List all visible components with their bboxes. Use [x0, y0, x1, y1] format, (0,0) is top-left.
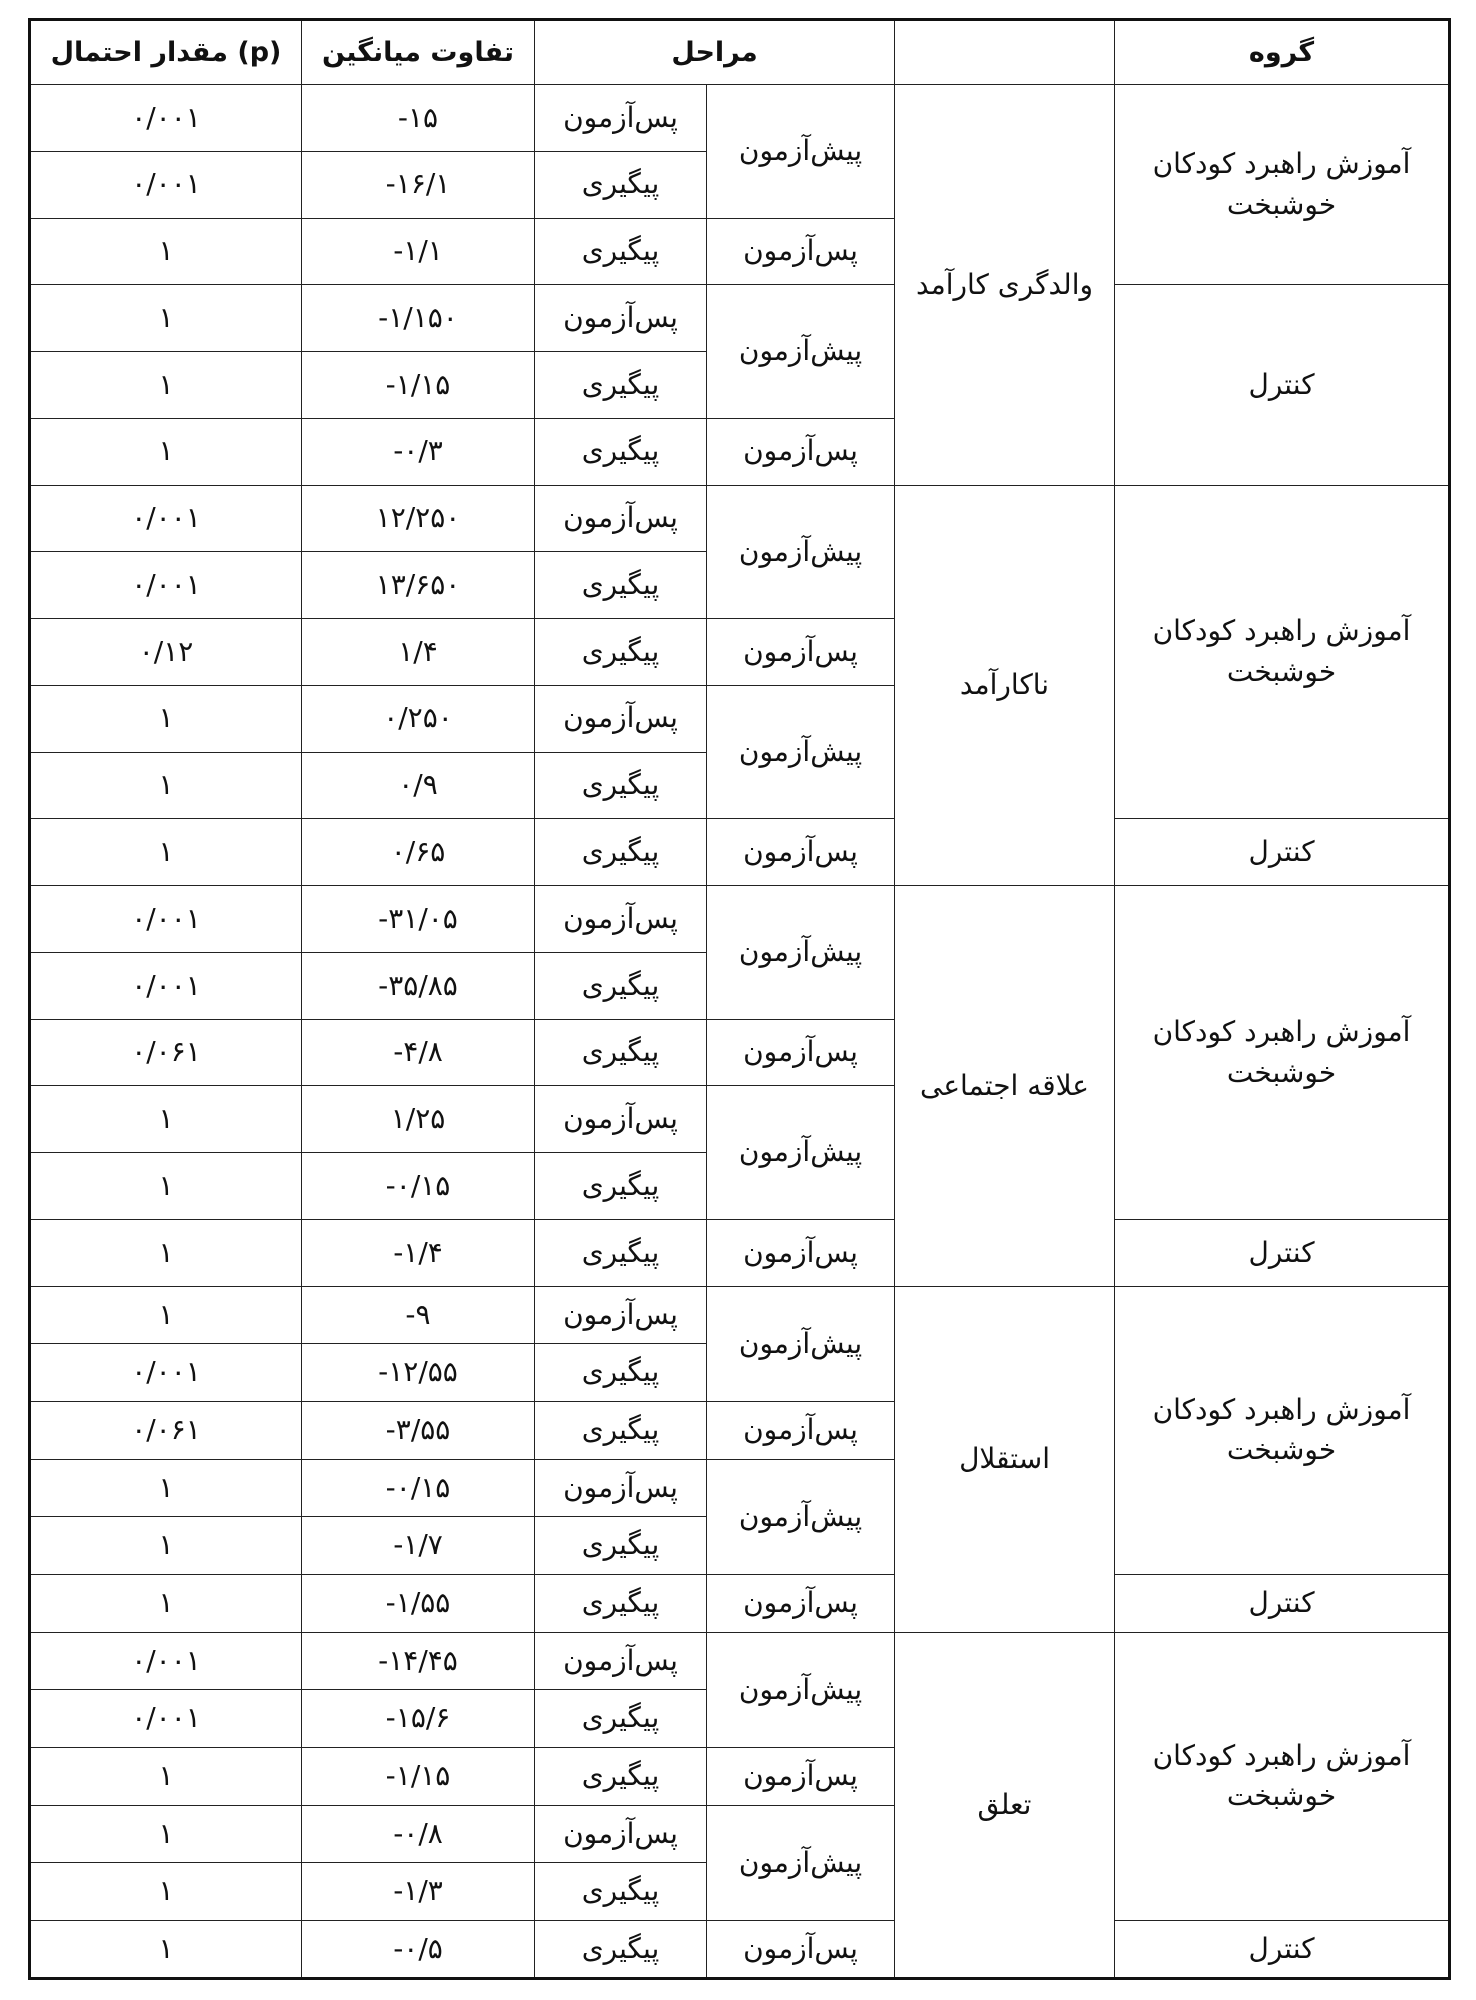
p-value-cell: ۱	[30, 1286, 302, 1344]
compared-stage-cell: پیگیری	[535, 418, 707, 485]
reference-stage-cell: پیش‌آزمون	[707, 1459, 895, 1574]
variable-cell: تعلق	[895, 1632, 1115, 1978]
reference-stage-cell: پس‌آزمون	[707, 218, 895, 285]
results-table-container	[28, 18, 1448, 1980]
compared-stage-cell: پیگیری	[535, 1575, 707, 1633]
header-mean-difference: تفاوت میانگین	[302, 20, 535, 85]
compared-stage-cell: پیگیری	[535, 1748, 707, 1806]
reference-stage-cell: پس‌آزمون	[707, 1575, 895, 1633]
mean-difference-cell: -۱۶/۱	[302, 151, 535, 218]
p-value-cell: ۱	[30, 752, 302, 819]
variable-cell: ناکارآمد	[895, 485, 1115, 886]
compared-stage-cell: پیگیری	[535, 1019, 707, 1086]
table-row	[30, 819, 1450, 886]
compared-stage-cell: پیگیری	[535, 352, 707, 419]
compared-stage-cell: پس‌آزمون	[535, 1632, 707, 1690]
p-value-cell: ۰/۰۰۱	[30, 151, 302, 218]
header-p-value: مقدار احتمال (p)	[30, 20, 302, 85]
p-value-cell: ۱	[30, 218, 302, 285]
reference-stage-cell: پیش‌آزمون	[707, 485, 895, 619]
p-value-cell: ۰/۱۲	[30, 619, 302, 686]
table-row	[30, 1220, 1450, 1287]
compared-stage-cell: پس‌آزمون	[535, 1086, 707, 1153]
mean-difference-cell: -۱۴/۴۵	[302, 1632, 535, 1690]
pairwise-comparison-table	[28, 18, 1451, 1980]
p-value-cell: ۱	[30, 1517, 302, 1575]
mean-difference-cell: -۱۵	[302, 85, 535, 152]
group-cell: آموزش راهبرد کودکان خوشبخت	[1115, 1632, 1450, 1920]
compared-stage-cell: پیگیری	[535, 1921, 707, 1979]
mean-difference-cell: ۱/۴	[302, 619, 535, 686]
compared-stage-cell: پیگیری	[535, 1690, 707, 1748]
reference-stage-cell: پس‌آزمون	[707, 1402, 895, 1460]
header-group: گروه	[1115, 20, 1450, 85]
table-row	[30, 1632, 1450, 1690]
table-row	[30, 886, 1450, 953]
group-cell: کنترل	[1115, 285, 1450, 485]
p-value-cell: ۱	[30, 1086, 302, 1153]
mean-difference-cell: -۱/۱۵	[302, 1748, 535, 1806]
mean-difference-cell: -۰/۱۵	[302, 1459, 535, 1517]
group-cell: آموزش راهبرد کودکان خوشبخت	[1115, 485, 1450, 819]
reference-stage-cell: پیش‌آزمون	[707, 886, 895, 1020]
p-value-cell: ۱	[30, 819, 302, 886]
p-value-cell: ۱	[30, 1459, 302, 1517]
reference-stage-cell: پس‌آزمون	[707, 619, 895, 686]
p-value-cell: ۰/۰۰۱	[30, 1690, 302, 1748]
mean-difference-cell: -۳۵/۸۵	[302, 952, 535, 1019]
compared-stage-cell: پس‌آزمون	[535, 285, 707, 352]
p-value-cell: ۰/۰۰۱	[30, 1344, 302, 1402]
compared-stage-cell: پس‌آزمون	[535, 1286, 707, 1344]
compared-stage-cell: پیگیری	[535, 552, 707, 619]
compared-stage-cell: پیگیری	[535, 752, 707, 819]
table-row	[30, 1286, 1450, 1344]
table-row	[30, 85, 1450, 152]
p-value-cell: ۰/۰۰۱	[30, 952, 302, 1019]
reference-stage-cell: پس‌آزمون	[707, 1921, 895, 1979]
compared-stage-cell: پیگیری	[535, 218, 707, 285]
variable-cell: علاقه اجتماعی	[895, 886, 1115, 1287]
mean-difference-cell: -۰/۱۵	[302, 1153, 535, 1220]
compared-stage-cell: پس‌آزمون	[535, 886, 707, 953]
table-row	[30, 285, 1450, 352]
compared-stage-cell: پیگیری	[535, 1517, 707, 1575]
reference-stage-cell: پیش‌آزمون	[707, 685, 895, 819]
p-value-cell: ۱	[30, 285, 302, 352]
group-cell: کنترل	[1115, 1575, 1450, 1633]
p-value-cell: ۱	[30, 1805, 302, 1863]
mean-difference-cell: -۱/۷	[302, 1517, 535, 1575]
group-cell: آموزش راهبرد کودکان خوشبخت	[1115, 85, 1450, 285]
group-cell: کنترل	[1115, 819, 1450, 886]
group-cell: کنترل	[1115, 1921, 1450, 1979]
table-row	[30, 1921, 1450, 1979]
header-stages: مراحل	[535, 20, 895, 85]
mean-difference-cell: ۱۲/۲۵۰	[302, 485, 535, 552]
p-value-cell: ۱	[30, 685, 302, 752]
compared-stage-cell: پیگیری	[535, 1402, 707, 1460]
mean-difference-cell: -۱/۱۵	[302, 352, 535, 419]
p-value-cell: ۱	[30, 1153, 302, 1220]
compared-stage-cell: پس‌آزمون	[535, 85, 707, 152]
mean-difference-cell: ۰/۲۵۰	[302, 685, 535, 752]
reference-stage-cell: پیش‌آزمون	[707, 1086, 895, 1220]
compared-stage-cell: پیگیری	[535, 1344, 707, 1402]
variable-cell: استقلال	[895, 1286, 1115, 1632]
reference-stage-cell: پس‌آزمون	[707, 1019, 895, 1086]
reference-stage-cell: پیش‌آزمون	[707, 1632, 895, 1747]
table-body	[30, 85, 1450, 1979]
mean-difference-cell: -۱۵/۶	[302, 1690, 535, 1748]
compared-stage-cell: پیگیری	[535, 952, 707, 1019]
mean-difference-cell: -۱/۴	[302, 1220, 535, 1287]
mean-difference-cell: -۱/۳	[302, 1863, 535, 1921]
mean-difference-cell: -۱۲/۵۵	[302, 1344, 535, 1402]
reference-stage-cell: پس‌آزمون	[707, 1220, 895, 1287]
compared-stage-cell: پیگیری	[535, 619, 707, 686]
mean-difference-cell: ۰/۹	[302, 752, 535, 819]
variable-cell: والدگری کارآمد	[895, 85, 1115, 486]
mean-difference-cell: -۳/۵۵	[302, 1402, 535, 1460]
mean-difference-cell: ۱/۲۵	[302, 1086, 535, 1153]
mean-difference-cell: -۱/۱	[302, 218, 535, 285]
p-value-cell: ۱	[30, 1575, 302, 1633]
p-value-cell: ۰/۰۰۱	[30, 886, 302, 953]
table-row	[30, 1575, 1450, 1633]
compared-stage-cell: پیگیری	[535, 1863, 707, 1921]
mean-difference-cell: -۳۱/۰۵	[302, 886, 535, 953]
reference-stage-cell: پس‌آزمون	[707, 819, 895, 886]
p-value-cell: ۱	[30, 1921, 302, 1979]
mean-difference-cell: -۰/۳	[302, 418, 535, 485]
reference-stage-cell: پیش‌آزمون	[707, 1286, 895, 1401]
reference-stage-cell: پس‌آزمون	[707, 418, 895, 485]
mean-difference-cell: -۱/۱۵۰	[302, 285, 535, 352]
p-value-cell: ۱	[30, 1863, 302, 1921]
mean-difference-cell: -۰/۵	[302, 1921, 535, 1979]
mean-difference-cell: ۱۳/۶۵۰	[302, 552, 535, 619]
mean-difference-cell: -۰/۸	[302, 1805, 535, 1863]
reference-stage-cell: پیش‌آزمون	[707, 1805, 895, 1920]
p-value-cell: ۰/۰۶۱	[30, 1402, 302, 1460]
p-value-cell: ۰/۰۶۱	[30, 1019, 302, 1086]
compared-stage-cell: پیگیری	[535, 819, 707, 886]
p-value-cell: ۱	[30, 1220, 302, 1287]
compared-stage-cell: پیگیری	[535, 1220, 707, 1287]
p-value-cell: ۰/۰۰۱	[30, 85, 302, 152]
reference-stage-cell: پیش‌آزمون	[707, 285, 895, 419]
mean-difference-cell: -۱/۵۵	[302, 1575, 535, 1633]
group-cell: آموزش راهبرد کودکان خوشبخت	[1115, 886, 1450, 1220]
p-value-cell: ۱	[30, 1748, 302, 1806]
reference-stage-cell: پیش‌آزمون	[707, 85, 895, 219]
compared-stage-cell: پس‌آزمون	[535, 1805, 707, 1863]
compared-stage-cell: پس‌آزمون	[535, 685, 707, 752]
p-value-cell: ۰/۰۰۱	[30, 1632, 302, 1690]
compared-stage-cell: پیگیری	[535, 1153, 707, 1220]
table-row	[30, 485, 1450, 552]
compared-stage-cell: پس‌آزمون	[535, 485, 707, 552]
mean-difference-cell: ۰/۶۵	[302, 819, 535, 886]
compared-stage-cell: پیگیری	[535, 151, 707, 218]
mean-difference-cell: -۴/۸	[302, 1019, 535, 1086]
reference-stage-cell: پس‌آزمون	[707, 1748, 895, 1806]
header-variable	[895, 20, 1115, 85]
group-cell: کنترل	[1115, 1220, 1450, 1287]
p-value-cell: ۰/۰۰۱	[30, 485, 302, 552]
p-value-cell: ۱	[30, 418, 302, 485]
group-cell: آموزش راهبرد کودکان خوشبخت	[1115, 1286, 1450, 1574]
table-header-row	[30, 20, 1450, 85]
p-value-cell: ۰/۰۰۱	[30, 552, 302, 619]
p-value-cell: ۱	[30, 352, 302, 419]
mean-difference-cell: -۹	[302, 1286, 535, 1344]
compared-stage-cell: پس‌آزمون	[535, 1459, 707, 1517]
